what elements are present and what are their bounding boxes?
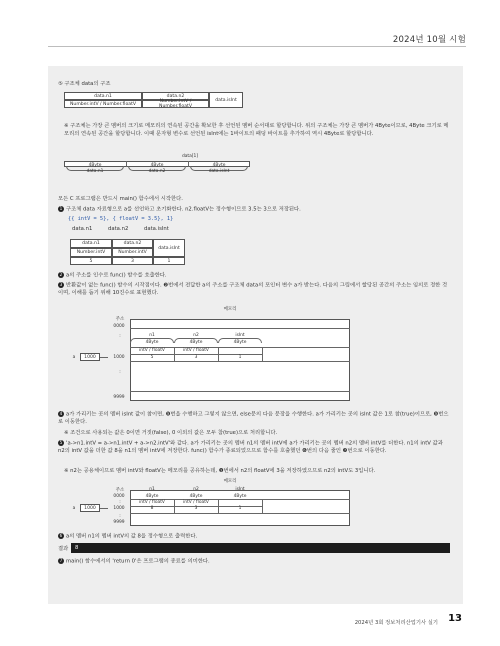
mem1-addr-0000: 0000 [113,324,125,329]
step-2 [58,272,167,280]
mem1-frame [130,319,350,401]
intro-text: 모든 C 프로그램은 반드시 main() 함수에서 시작한다. [58,196,183,202]
mem1-col-3 [262,347,263,361]
step1-table-v3: 1 [153,257,185,265]
step-2-marker: 2 [59,272,63,277]
step1-table-h3: data.isInt [153,239,185,257]
step-1-marker: 1 [59,206,63,211]
diagram1-label-1: data.n1 [86,169,104,174]
step-3-text: 반환값이 없는 func() 함수의 시작점이다. ❷번에서 전달한 a의 주소를 구조체 data의 포인터 변수 a가 받는다. 다음의 그림에서 할당된 공간의 주소는 임의로 정한 것이며, 이해를 돕기 위해 10진수로 표현했다. [58,282,448,297]
struct-section-title: ⑤ 구조체 data의 구조 [58,81,111,87]
step-1-label-n1: data.n1 [72,226,93,232]
mem1-var-box: 1000 [80,353,100,361]
mem2-val-1: 8 [150,506,154,511]
mem2-n1-label: n1 [149,487,155,492]
mem1-sub-1: intV / floatV [139,348,165,353]
step-1-label-isint: data.isInt [144,226,169,232]
step-1-label-n2: data.n2 [108,226,129,232]
page-number: 13 [448,613,462,624]
mem1-title: 메모리 [223,307,237,312]
mem1-val-3: 1 [238,355,242,360]
step-1-text: 구조체 data 자료형으로 a를 선언하고 초기화한다. n2.floatV는 정수형이므로 3.5는 3으로 저장된다. [66,206,301,213]
mem2-n2-label: n2 [193,487,199,492]
struct-note: ※ 구조체는 가장 큰 멤버의 크기로 메모리의 연속된 공간을 확보한 후 선언된 멤버 순서대로 할당합니다. 위의 구조체는 가장 큰 멤버가 4Byte이므로, 4Byte 크기로 메모리의 연속된 공간을 할당합니다. 이때 문자형 변수로 선언된 isInt에는 1바이트의 패딩 바이트를 추가하여 역시 4Byte로 할당합니다. [64,123,449,137]
diagram1-divider-a [126,161,127,167]
step-7 [58,558,210,566]
page-header [0,0,500,62]
mem1-addr-9999: 9999 [113,395,125,400]
struct-header-isint: data.isInt [209,92,243,108]
struct-cell-n2: Number.intV / Number.floatV [142,100,209,108]
footer-book-title: 2024년 3회 정보처리산업기사 실기 [354,620,438,626]
mem2-var-a: a [72,506,76,511]
mem1-n2-label: n2 [193,333,199,338]
mem2-sub-1: intV / floatV [139,500,165,505]
step-6-text: a의 멤버 n1의 멤버 intV의 값 8을 정수형으로 출력한다. [66,533,198,540]
mem2-val-3: 1 [238,506,242,511]
result-label: 결과 [58,546,69,552]
mem1-pointer-arrow [100,357,108,358]
mem2-col-3 [262,499,263,513]
mem1-dots-1: : [119,334,121,339]
mem2-size-1: 4Byte [145,494,159,499]
step-7-text: main() 함수에서의 'return 0'은 프로그램의 종료를 의미한다. [66,558,210,565]
diagram1-size-2: 4Byte [150,163,164,168]
diagram1-top-label: data[1] [181,154,199,159]
mem2-pointer-arrow [100,508,108,509]
step-5-note: ※ n2는 공용체이므로 멤버 intV와 floatV는 메모리를 공유하는데, ❶번에서 n2의 floatV에 3을 저장하였으므로 n2의 intV도 3입니다. [64,468,376,474]
mem2-row-line-3 [130,513,350,514]
mem2-dots-2: : [119,514,121,519]
mem1-addr-1000: 1000 [113,355,125,360]
mem1-isint-label: isInt [235,333,245,338]
diagram1-label-3: data.isInt [208,169,230,174]
step-6 [58,533,197,541]
struct-header-n1: data.n1 [64,92,142,100]
step1-table-v2: 3 [112,257,153,265]
mem1-n1-label: n1 [149,333,155,338]
mem2-addr-label: 주소 [115,488,125,493]
mem1-size-1: 4Byte [145,340,159,345]
header-title: 2024년 10월 시험 [392,35,466,45]
step-4-text: a가 가리키는 곳의 멤버 isInt 값이 참이면, ❺번을 수행하고 그렇지 않으면, else문의 다음 문장을 수행한다. a가 가리키는 곳의 isInt 값은 1로 참(true)이므로, ❺번으로 이동한다. [58,411,449,426]
step-4 [58,411,450,427]
step1-table-v1: 5 [70,257,112,265]
mem1-size-3: 4Byte [233,340,247,345]
step-1-code: {{ intV = 5}, { floatV = 3.5}, 1} [68,216,174,222]
step-4-marker: 4 [59,411,63,416]
diagram1-size-3: 4Byte [212,163,226,168]
mem1-dots-2: : [119,370,121,375]
step1-table-h2: data.n2 [112,239,153,248]
result-value: 8 [71,543,450,553]
mem1-row-line-5 [130,391,350,392]
header-divider [48,46,466,47]
mem2-var-box: 1000 [80,504,100,512]
mem1-sub-2: intV / floatV [183,348,209,353]
diagram1-size-1: 4Byte [88,163,102,168]
mem2-size-2: 4Byte [189,494,203,499]
mem2-addr-0000: 0000 [113,494,125,499]
step-1 [58,206,301,214]
step1-table-r1: Number.intV [70,248,112,257]
step-5 [58,440,450,456]
step1-table-r2: Number.intV [112,248,153,257]
mem1-row-line-1 [130,328,350,329]
mem2-addr-1000: 1000 [113,506,125,511]
mem1-var-a: a [72,355,76,360]
struct-cell-n1: Number.intV / Number.floatV [64,100,142,108]
step-6-marker: 6 [59,533,63,538]
struct-header-n2: data.n2 [142,92,209,100]
mem2-val-2: 3 [194,506,198,511]
mem2-addr-9999: 9999 [113,520,125,525]
mem1-addr-label: 주소 [115,317,125,322]
mem1-size-2: 4Byte [189,340,203,345]
mem2-size-3: 4Byte [233,494,247,499]
step-4-note: ※ 조건으로 사용되는 값은 0이면 거짓(false), 0 이외의 값은 모두 참(true)으로 처리합니다. [64,430,278,436]
step-5-marker: 5 [59,440,63,445]
step-3 [58,282,450,298]
diagram1-divider-b [188,161,189,167]
mem1-val-2: 3 [194,355,198,360]
page-footer [0,612,500,646]
step-3-marker: 3 [59,282,63,287]
step-5-text: 'a->n1.intV = a->n1.intV + a->n2.intV'와 같다. a가 가리키는 곳의 멤버 n1의 멤버 intV에 a가 가리키는 곳의 멤버 n2의 멤버 intV를 더한다. n1의 intV 값과 n2의 intV 값을 더한 값 8을 n1의 멤버 intV에 저장한다. func() 함수가 종료되었으므로 함수를 호출했던 ❻번의 다음 줄인 ❼번으로 이동한다. [58,440,443,455]
mem1-val-1: 5 [150,355,154,360]
step-7-marker: 7 [59,558,63,563]
step1-table-h1: data.n1 [70,239,112,248]
mem2-dots-1: : [119,500,121,505]
mem1-row-line-4 [130,361,350,362]
diagram1-label-2: data.n2 [148,169,166,174]
mem2-title: 메모리 [223,479,237,484]
mem2-sub-2: intV / floatV [183,500,209,505]
mem2-isint-label: isInt [235,487,245,492]
step-2-text: a의 주소를 인수로 func() 함수를 호출한다. [66,272,167,279]
